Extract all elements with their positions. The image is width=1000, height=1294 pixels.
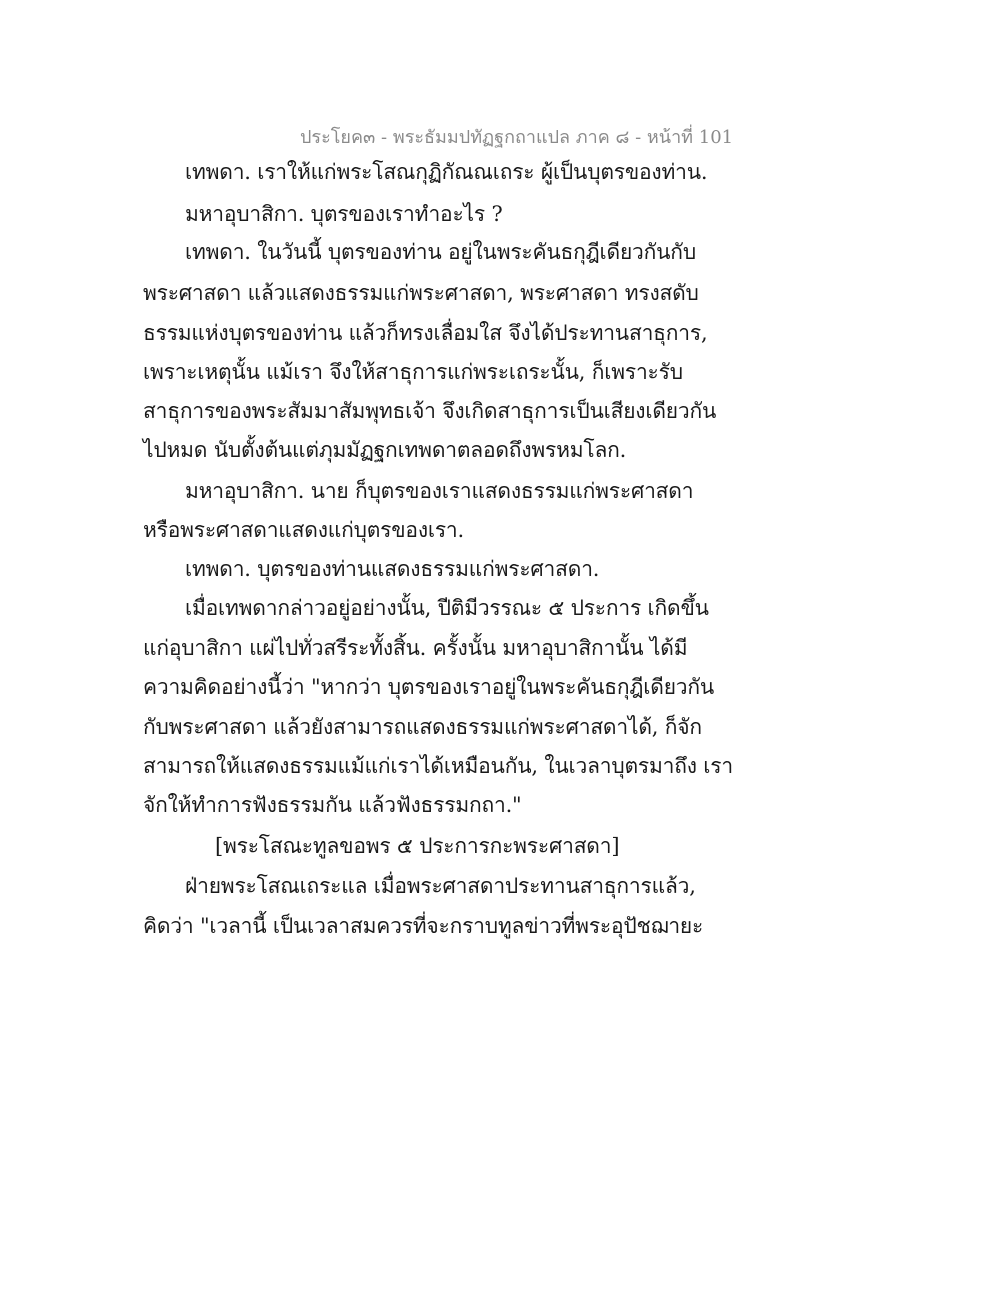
text-line: มหาอุบาสิกา. บุตรของเราทำอะไร ? bbox=[185, 202, 503, 226]
text-line: เทพดา. บุตรของท่านแสดงธรรมแก่พระศาสดา. bbox=[185, 557, 600, 581]
page-header: ประโยค๓ - พระธัมมปทัฏฐกถาแปล ภาค ๘ - หน้าที่ 101 bbox=[300, 127, 734, 148]
text-line: กับพระศาสดา แล้วยังสามารถแสดงธรรมแก่พระศาสดาได้, ก็จัก bbox=[143, 715, 702, 739]
text-line: สามารถให้แสดงธรรมแม้แก่เราได้เหมือนกัน, ในเวลาบุตรมาถึง เรา bbox=[143, 754, 733, 778]
text-line: ฝ่ายพระโสณเถระแล เมื่อพระศาสดาประทานสาธุการแล้ว, bbox=[185, 874, 696, 898]
text-line: หรือพระศาสดาแสดงแก่บุตรของเรา. bbox=[143, 518, 464, 542]
text-line: เพราะเหตุนั้น แม้เรา จึงให้สาธุการแก่พระเถระนั้น, ก็เพราะรับ bbox=[143, 360, 683, 384]
text-line: แก่อุบาสิกา แผ่ไปทั่วสรีระทั้งสิ้น. ครั้งนั้น มหาอุบาสิกานั้น ได้มี bbox=[143, 636, 688, 660]
section-heading: [พระโสณะทูลขอพร ๕ ประการกะพระศาสดา] bbox=[215, 834, 620, 858]
text-line: สาธุการของพระสัมมาสัมพุทธเจ้า จึงเกิดสาธุการเป็นเสียงเดียวกัน bbox=[143, 399, 717, 423]
text-line: จักให้ทำการฟังธรรมกัน แล้วฟังธรรมกถา." bbox=[143, 793, 522, 817]
text-line: ความคิดอย่างนี้ว่า "หากว่า บุตรของเราอยู่ในพระคันธกุฎีเดียวกัน bbox=[143, 675, 715, 699]
text-line: ธรรมแห่งบุตรของท่าน แล้วก็ทรงเลื่อมใส จึงได้ประทานสาธุการ, bbox=[143, 321, 708, 345]
text-line: เทพดา. ในวันนี้ บุตรของท่าน อยู่ในพระคันธกุฎีเดียวกันกับ bbox=[185, 240, 696, 264]
text-line: ไปหมด นับตั้งต้นแต่ภุมมัฏฐกเทพดาตลอดถึงพรหมโลก. bbox=[143, 438, 627, 462]
text-line: เมื่อเทพดากล่าวอยู่อย่างนั้น, ปีติมีวรรณะ ๕ ประการ เกิดขึ้น bbox=[185, 596, 709, 620]
text-line: มหาอุบาสิกา. นาย ก็บุตรของเราแสดงธรรมแก่พระศาสดา bbox=[185, 479, 694, 503]
text-line: คิดว่า "เวลานี้ เป็นเวลาสมควรที่จะกราบทูลข่าวที่พระอุปัชฌายะ bbox=[143, 914, 704, 938]
text-line: เทพดา. เราให้แก่พระโสณกุฏิกัณณเถระ ผู้เป็นบุตรของท่าน. bbox=[185, 160, 708, 184]
text-line: พระศาสดา แล้วแสดงธรรมแก่พระศาสดา, พระศาสดา ทรงสดับ bbox=[143, 281, 699, 305]
